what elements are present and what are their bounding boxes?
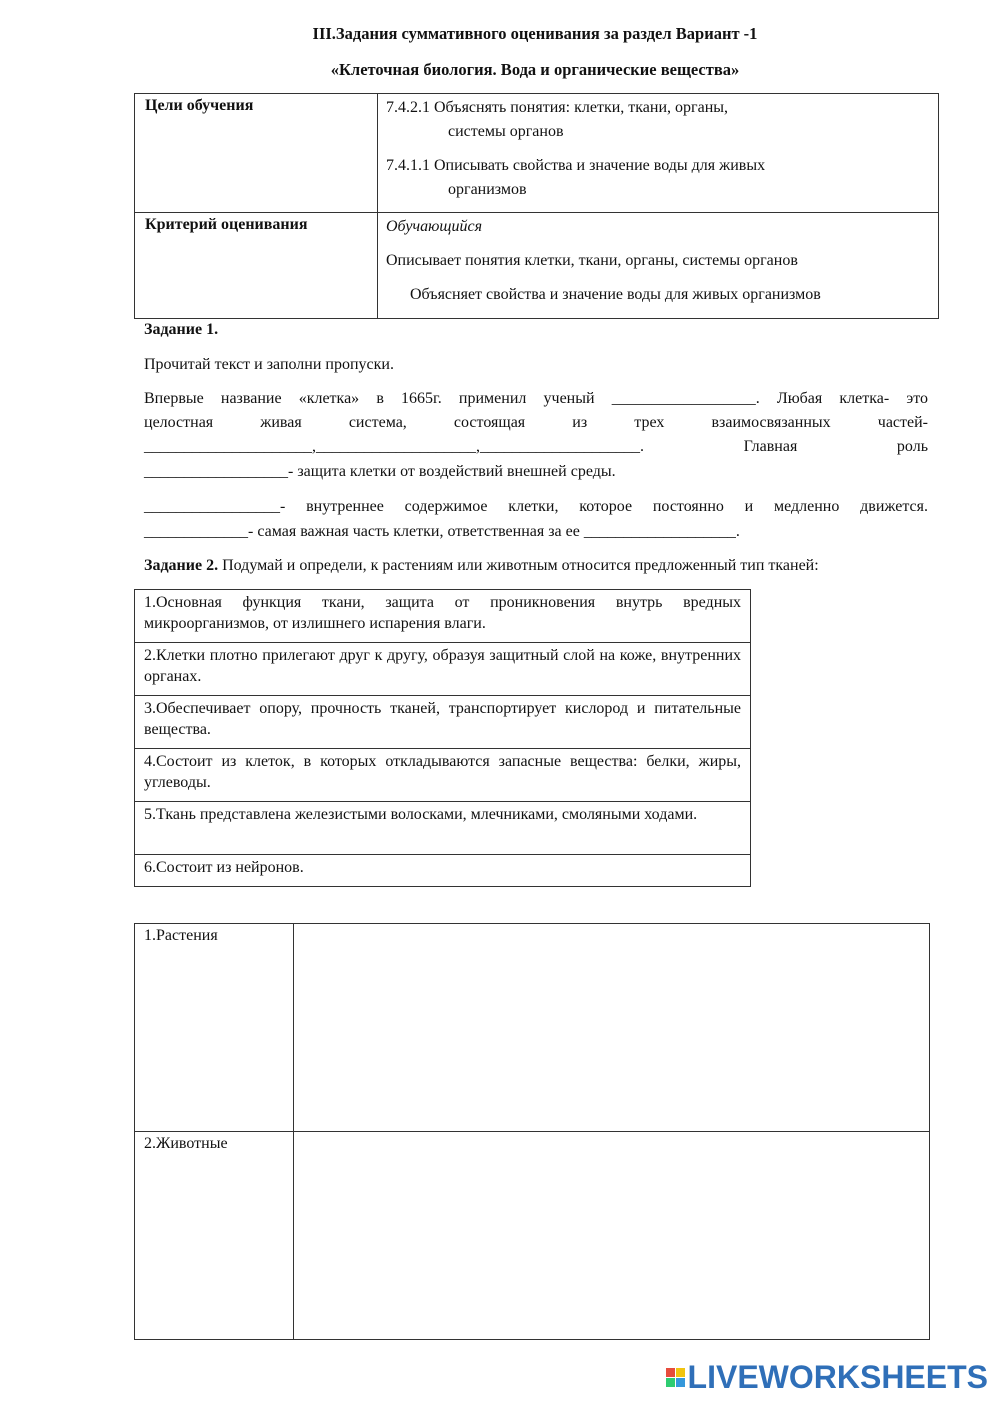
liveworksheets-logo: [666, 1359, 988, 1396]
tissue-item: 3.Обеспечивает опору, прочность тканей, транспортирует кислород и питательные вещества.: [135, 696, 751, 749]
plants-answer-area[interactable]: [294, 924, 930, 1132]
task1-line-5: _________________- внутреннее содержимое клетки, которое постоянно и медленно движется.: [144, 498, 928, 515]
criteria-1: Описывает понятия клетки, ткани, органы, системы органов: [386, 252, 798, 269]
task1-line-2: целостная живая система, состоящая из трех взаимосвязанных частей-: [144, 414, 928, 431]
goals-label: Цели обучения: [135, 94, 378, 213]
goal-2-line-1: 7.4.1.1 Описывать свойства и значение воды для живых: [386, 157, 766, 174]
logo-square: [666, 1368, 675, 1377]
tissue-item: 4.Состоит из клеток, в которых откладываются запасные вещества: белки, жиры, углеводы.: [135, 749, 751, 802]
task1-line-6: _____________- самая важная часть клетки, ответственная за ее ___________________.: [144, 523, 740, 540]
task1-instruction: Прочитай текст и заполни пропуски.: [144, 356, 394, 373]
logo-square: [666, 1378, 675, 1387]
goal-1-line-1: 7.4.2.1 Объяснять понятия: клетки, ткани, органы,: [386, 99, 728, 116]
criteria-label: Критерий оценивания: [135, 213, 378, 319]
goals-table: [134, 93, 939, 319]
task2-heading: Задание 2.: [144, 557, 219, 574]
criteria-intro: Обучающийся: [386, 218, 483, 235]
task2-instruction: Подумай и определи, к растениям или животным относится предложенный тип тканей:: [218, 557, 819, 574]
page-title: III.Задания суммативного оценивания за раздел Вариант -1: [312, 24, 758, 43]
plants-label: 1.Растения: [135, 924, 294, 1132]
logo-text: LIVEWORKSHEETS: [687, 1359, 988, 1395]
goals-content: [378, 94, 939, 213]
criteria-2: Объясняет свойства и значение воды для живых организмов: [410, 286, 821, 303]
task1-heading: Задание 1.: [144, 321, 219, 338]
tissue-item: 2.Клетки плотно прилегают друг к другу, образуя защитный слой на коже, внутренних органах.: [135, 643, 751, 696]
tissue-item: 1.Основная функция ткани, защита от проникновения внутрь вредных микроорганизмов, от излишнего испарения влаги.: [135, 590, 751, 643]
answer-table: [134, 923, 930, 1340]
goal-2-line-2: организмов: [448, 181, 527, 198]
task1-line-4: __________________- защита клетки от воздействий внешней среды.: [144, 463, 616, 480]
logo-mark-icon: [666, 1368, 685, 1387]
tissue-item: 6.Состоит из нейронов.: [135, 855, 751, 887]
task1-line-3: _____________________,____________________,____________________. Главная роль: [144, 438, 928, 455]
tissue-table: [134, 589, 751, 887]
logo-square: [676, 1368, 685, 1377]
page-subtitle: «Клеточная биология. Вода и органические вещества»: [330, 60, 740, 79]
goal-1-line-2: системы органов: [448, 123, 564, 140]
animals-answer-area[interactable]: [294, 1132, 930, 1340]
animals-label: 2.Животные: [135, 1132, 294, 1340]
task2-intro: [144, 554, 944, 578]
tissue-item: 5.Ткань представлена железистыми волосками, млечниками, смоляными ходами.: [135, 802, 751, 855]
logo-square: [676, 1378, 685, 1387]
task1-line-1: Впервые название «клетка» в 1665г. применил ученый __________________. Любая клетка- это: [144, 390, 928, 407]
criteria-content: [378, 213, 939, 319]
